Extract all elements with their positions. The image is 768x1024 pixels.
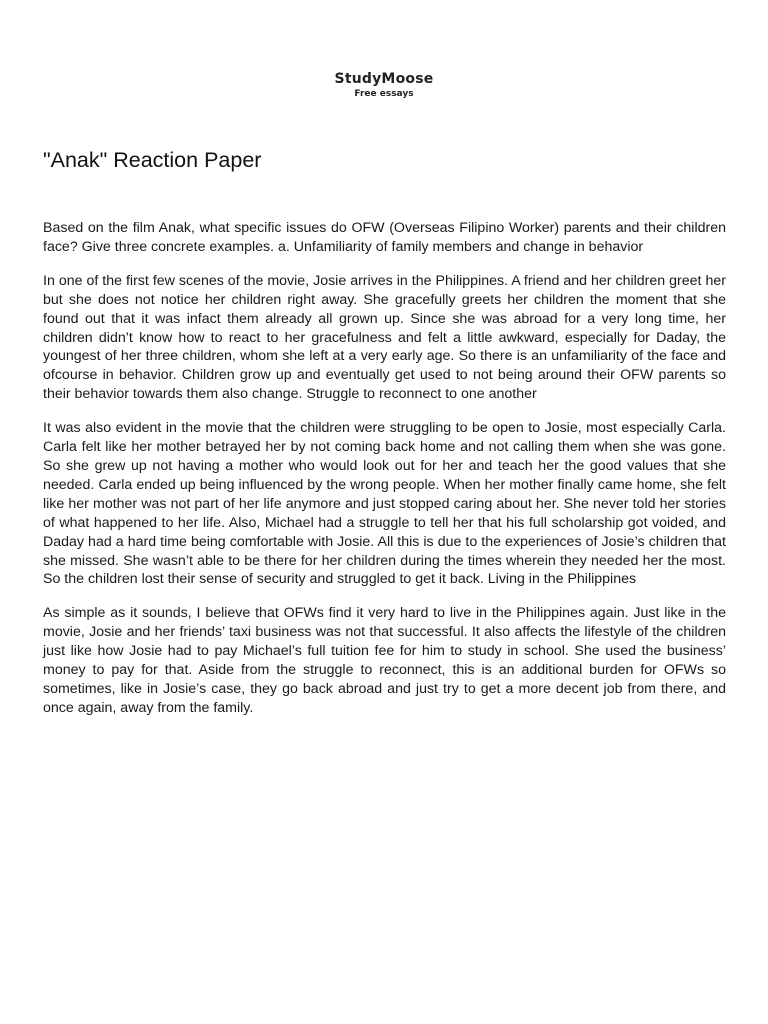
brand-logo-text[interactable]: StudyMoose bbox=[334, 71, 434, 87]
brand-header bbox=[0, 70, 768, 100]
paragraph-2: In one of the first few scenes of the movie, Josie arrives in the Philippines. A friend and her children greet her but she does not notice her children right away. She gracefully greets her children the moment that she found out that it was infact them already all grown up. Since she was abroad for a very long time, her children didn’t know how to react to her gracefulness and felt a little awkward, especially for Daday, the youngest of her three children, whom she left at a very early age. So there is an unfamiliarity of the face and ofcourse in behavior. Children grow up and eventually get used to not being around their OFW parents so their behavior towards them also change. Struggle to reconnect to one another bbox=[43, 272, 726, 403]
document-body bbox=[43, 219, 726, 733]
paragraph-3: It was also evident in the movie that the children were struggling to be open to Josie, most especially Carla. Carla felt like her mother betrayed her by not coming back home and not calling them when she was gone. So she grew up not having a mother who would look out for her and teach her the good values that she needed. Carla ended up being influenced by the wrong people. When her mother finally came home, she felt like her mother was not part of her life anymore and just stopped caring about her. She never told her stories of what happened to her life. Also, Michael had a struggle to tell her that his full scholarship got voided, and Daday had a hard time being comfortable with Josie. All this is due to the experiences of Josie’s children that she missed. She wasn’t able to be there for her children during the times wherein they needed her the most. So the children lost their sense of security and struggled to get it back. Living in the Philippines bbox=[43, 420, 726, 588]
paragraph-4: As simple as it sounds, I believe that OFWs find it very hard to live in the Philippines again. Just like in the movie, Josie and her friends’ taxi business was not that successful. It also affects the lifestyle of the children just like how Josie had to pay Michael’s full tuition fee for him to study in school. She used the business’ money to pay for that. Aside from the struggle to reconnect, this is an additional burden for OFWs so sometimes, like in Josie’s case, they go back abroad and just try to get a more decent job from there, and once again, away from the family. bbox=[43, 605, 726, 716]
paragraph-1: Based on the film Anak, what specific issues do OFW (Overseas Filipino Worker) parents and their children face? Give three concrete examples. a. Unfamiliarity of family members and change in behavior bbox=[43, 220, 726, 255]
brand-tagline: Free essays bbox=[354, 89, 414, 99]
document-title: "Anak" Reaction Paper bbox=[43, 148, 262, 172]
